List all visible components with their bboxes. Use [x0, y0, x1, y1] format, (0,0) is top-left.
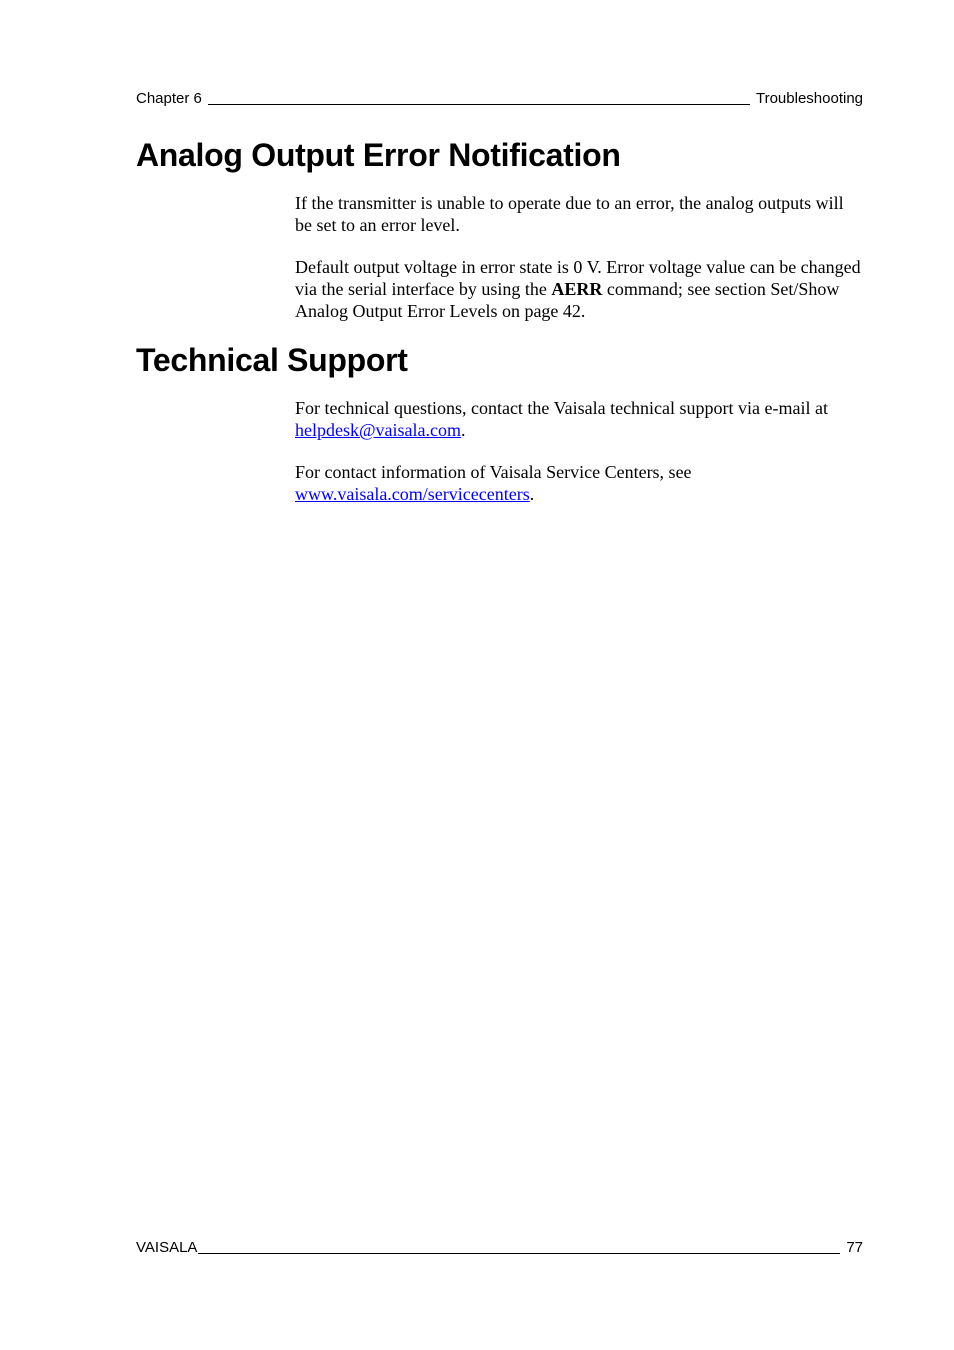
footer-rule — [198, 1253, 840, 1254]
paragraph-text: For contact information of Vaisala Service Centers, see — [295, 462, 692, 482]
paragraph-text: . — [529, 484, 535, 504]
support-paragraph-2 — [295, 461, 865, 505]
paragraph-text: command; see section Set/Show Analog Output Error Levels on page 42. — [295, 279, 840, 321]
aerr-command: AERR — [551, 279, 603, 299]
paragraph-text: Default output voltage in error state is 0 V. Error voltage value can be changed via the serial interface by using the — [295, 257, 861, 299]
analog-error-paragraph-2 — [295, 256, 865, 322]
service-centers-link[interactable]: www.vaisala.com/servicecenters — [295, 484, 530, 504]
running-header — [136, 90, 863, 108]
paragraph-text: . — [461, 420, 466, 440]
section-title-technical-support: Technical Support — [136, 342, 408, 378]
page-number: 77 — [846, 1239, 863, 1256]
running-footer — [136, 1239, 863, 1257]
chapter-label: Chapter 6 — [136, 90, 202, 107]
chapter-title: Troubleshooting — [755, 90, 863, 107]
paragraph-text: For technical questions, contact the Vaisala technical support via e-mail at — [295, 398, 828, 418]
support-paragraph-1 — [295, 397, 865, 441]
company-name: VAISALA — [136, 1239, 198, 1256]
section-title-analog-output-error: Analog Output Error Notification — [136, 137, 621, 173]
header-rule — [208, 104, 750, 105]
helpdesk-email-link[interactable]: helpdesk@vaisala.com — [295, 420, 462, 440]
analog-error-paragraph-1: If the transmitter is unable to operate due to an error, the analog outputs will be set to an error level. — [295, 193, 844, 235]
